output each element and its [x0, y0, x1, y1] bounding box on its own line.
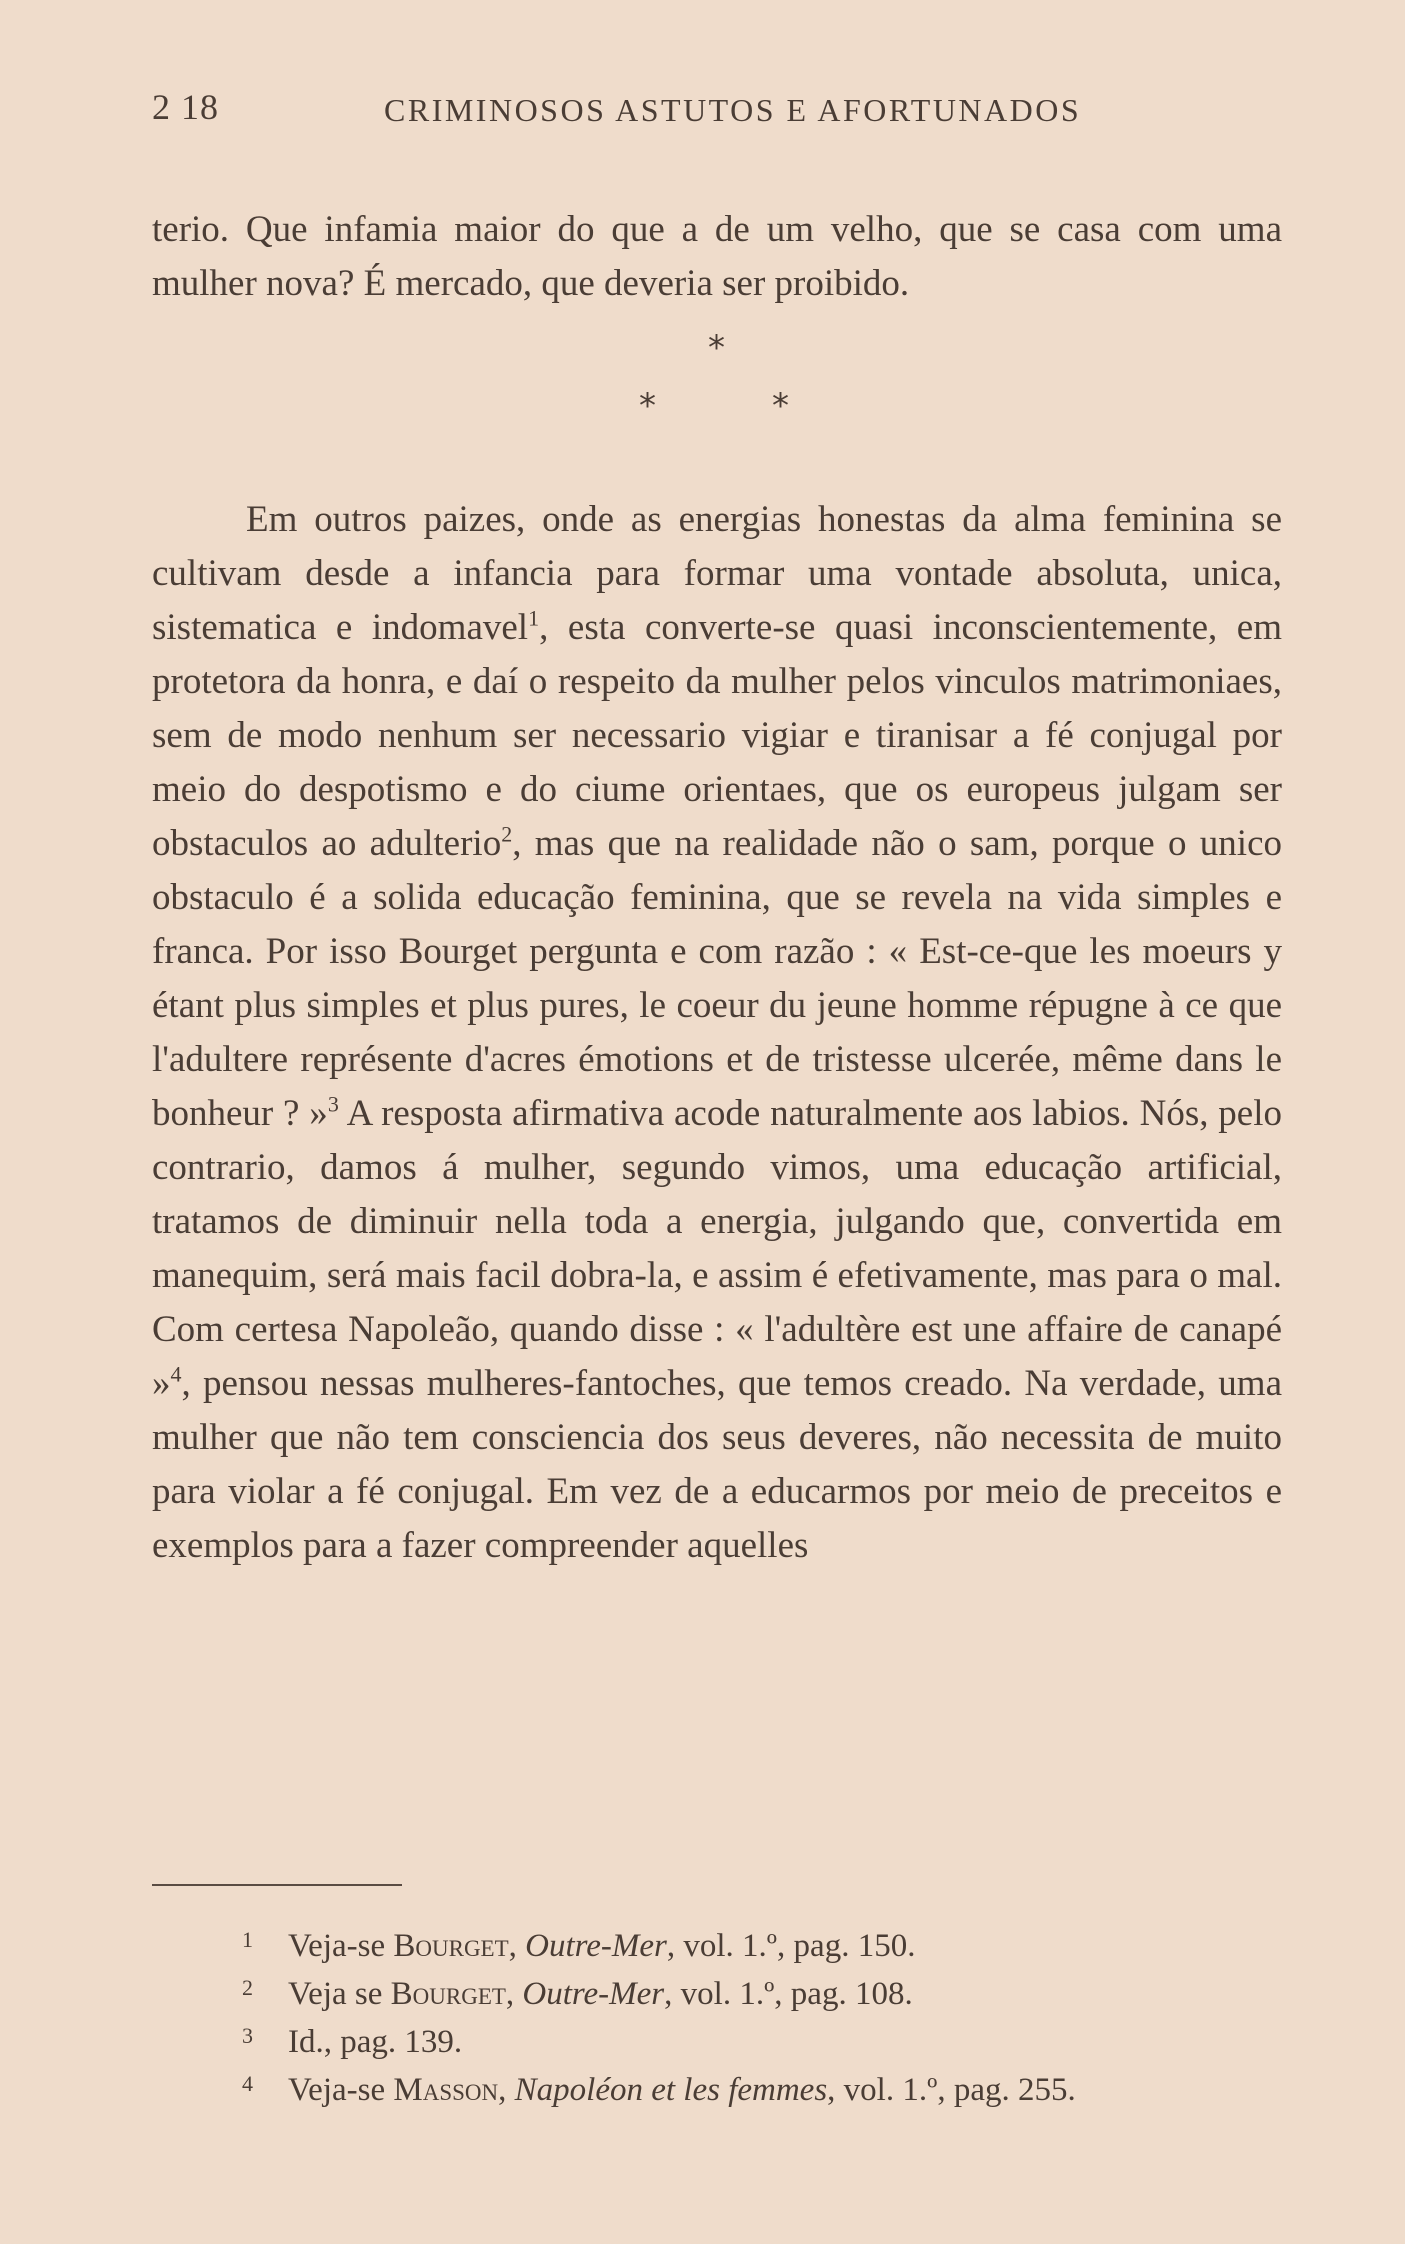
- footnote-ref: 2: [501, 821, 513, 847]
- running-title: CRIMINOSOS ASTUTOS E AFORTUNADOS: [384, 92, 1082, 128]
- asterism-star: *: [708, 328, 725, 368]
- footnote: [242, 1970, 1282, 2018]
- footnote: [242, 2018, 1282, 2066]
- footnote-text: ,: [505, 1976, 523, 2012]
- asterism-separator: [152, 311, 1282, 493]
- paragraph-text: , esta converte-se quasi inconscientemente, em protetora da honra, e daí o respeito da mulher pelos vinculos matrimoniaes, sem de modo nenhum ser necessario vigiar e tiranisar a fé conjugal por meio do despotismo e do ciume orientaes, que os europeus julgam ser obstaculos ao adulterio: [152, 607, 1282, 864]
- footnote-number: 2: [242, 1975, 253, 2000]
- footnote-text: Veja-se: [288, 2072, 394, 2108]
- footnote-work: Napoléon et les femmes: [514, 2072, 828, 2108]
- paragraph-continuation: terio. Que infamia maior do que a de um velho, que se casa com uma mulher nova? É mercado, que deveria ser proibido.: [152, 209, 1282, 304]
- footnote-divider: [152, 1884, 402, 1886]
- footnote-text: , vol. 1.º, pag. 150.: [666, 1928, 916, 1964]
- paragraph-text: , mas que na realidade não o sam, porque o unico obstaculo é a solida educação feminina, que se revela na vida simples e franca. Por isso Bourget pergunta e com razão : « Est-ce-que les moeurs y étant plus simples et plus pures, le coeur du jeune homme répugne à ce que l'adultere représente d'acres émotions et de tristesse ulcerée, même dans le bonheur ? »: [152, 823, 1282, 1134]
- footnote-number: 3: [242, 2023, 253, 2048]
- footnote-work: Outre-Mer: [525, 1928, 667, 1964]
- footnote-author: Bourget: [390, 1976, 506, 2012]
- footnote-author: Masson: [393, 2072, 499, 2108]
- footnote: [242, 2066, 1282, 2114]
- paragraph-main: [152, 493, 1282, 1573]
- running-header: [152, 86, 1282, 136]
- paragraph-text: Em outros paizes, onde as energias honestas da alma feminina se cultivam desde a infancia para formar uma vontade absoluta, unica, sistematica e indomavel: [152, 499, 1282, 648]
- footnote-text: ,: [508, 1928, 526, 1964]
- footnote-ref: 1: [528, 605, 540, 631]
- footnote-text: , vol. 1.º, pag. 255.: [827, 2072, 1076, 2108]
- footnote-number: 4: [242, 2071, 253, 2096]
- paragraph-text: , pensou nessas mulheres-fantoches, que temos creado. Na verdade, uma mulher que não tem consciencia dos seus deveres, não necessita de muito para violar a fé conjugal. Em vez de a educarmos por meio de preceitos e exemplos para a fazer compreender aquelles: [152, 1363, 1282, 1566]
- body-text: [152, 203, 1282, 1573]
- footnote-number: 1: [242, 1927, 253, 1952]
- footnote-text: Id., pag. 139.: [288, 2024, 463, 2060]
- footnote-work: Outre-Mer: [522, 1976, 665, 2012]
- footnote-text: ,: [498, 2072, 515, 2108]
- footnotes: [242, 1922, 1282, 2114]
- footnote-text: Veja-se: [288, 1928, 394, 1964]
- footnote-ref: 3: [327, 1091, 339, 1117]
- paragraph-text: A resposta afirmativa acode naturalmente aos labios. Nós, pelo contrario, damos á mulher, segundo vimos, uma educação artificial, tratamos de diminuir nella toda a energia, julgando que, convertida em manequim, será mais facil dobra-la, e assim é efetivamente, mas para o mal. Com certesa Napoleão, quando disse : « l'adultère est une affaire de canapé »: [152, 1093, 1282, 1404]
- footnote-ref: 4: [170, 1361, 182, 1387]
- page-number: 2 18: [152, 87, 219, 127]
- footnote-author: Bourget: [393, 1928, 509, 1964]
- asterism-star: *: [639, 386, 656, 426]
- footnote: [242, 1922, 1282, 1970]
- footnote-text: , vol. 1.º, pag. 108.: [664, 1976, 913, 2012]
- footnote-text: Veja se: [288, 1976, 391, 2012]
- asterism-star: *: [772, 386, 789, 426]
